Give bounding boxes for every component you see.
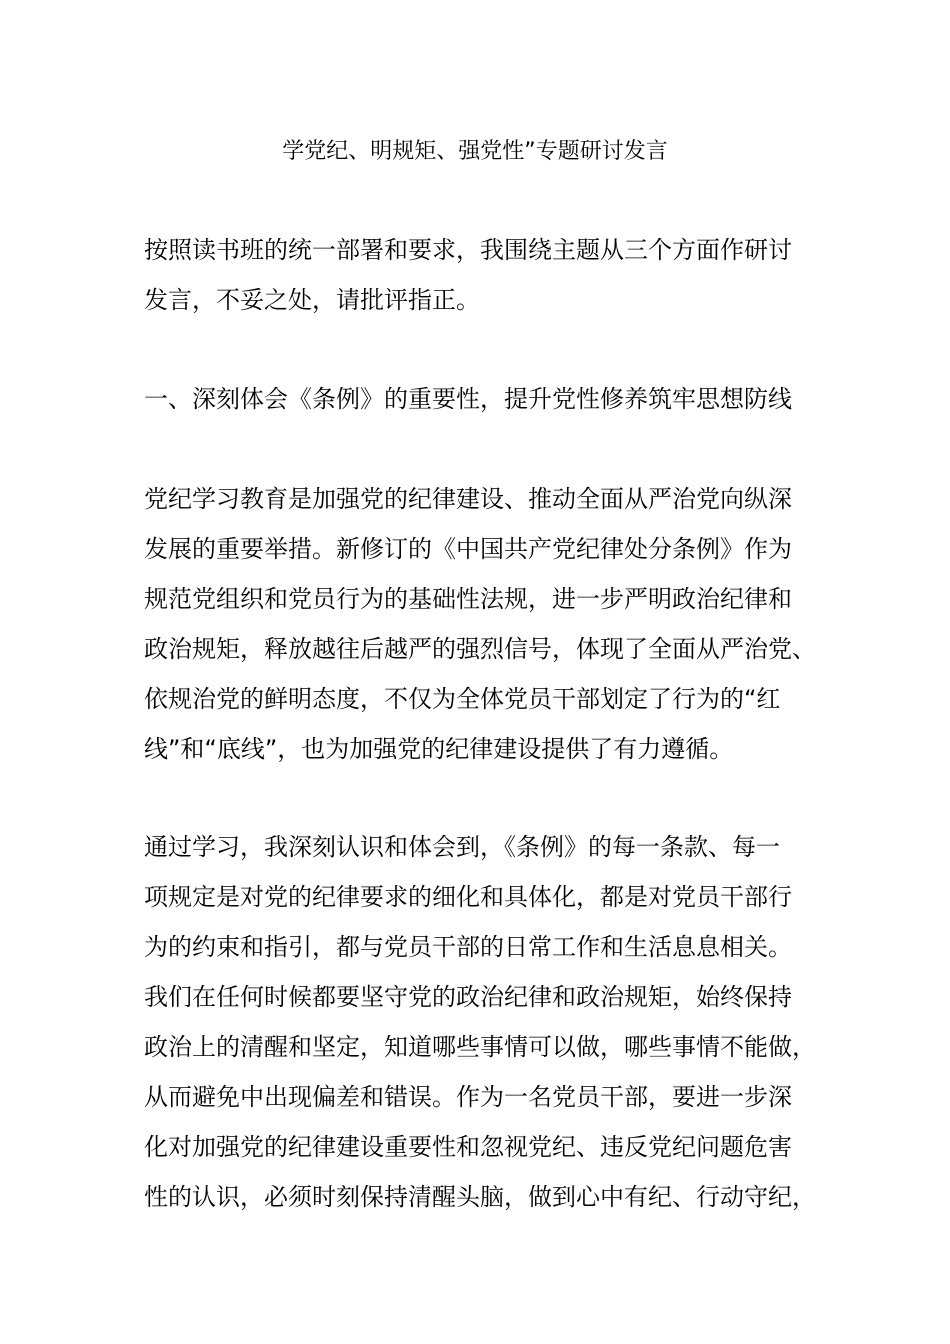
section-heading-1: 一、深刻体会《条例》的重要性，提升党性修养筑牢思想防线: [144, 385, 792, 413]
paragraph-3-line-1: 党纪学习教育是加强党的纪律建设、推动全面从严治党向纵深: [144, 485, 792, 513]
paragraph-4-line-3: 为的约束和指引，都与党员干部的日常工作和生活息息相关。: [144, 933, 792, 961]
paragraph-4-line-4: 我们在任何时候都要坚守党的政治纪律和政治规矩，始终保持: [144, 983, 792, 1011]
paragraph-3-line-2: 发展的重要举措。新修订的《中国共产党纪律处分条例》作为: [144, 535, 792, 563]
paragraph-4-line-2: 项规定是对党的纪律要求的细化和具体化，都是对党员干部行: [144, 883, 792, 911]
page-title: 学党纪、明规矩、强党性”专题研讨发言: [282, 139, 668, 164]
paragraph-3-line-5: 依规治党的鲜明态度，不仅为全体党员干部划定了行为的“红: [144, 685, 781, 713]
paragraph-1-line-1: 按照读书班的统一部署和要求，我围绕主题从三个方面作研讨: [144, 236, 792, 264]
paragraph-4-line-6: 从而避免中出现偏差和错误。作为一名党员干部，要进一步深: [144, 1083, 792, 1111]
paragraph-4-line-7: 化对加强党的纪律建设重要性和忽视党纪、违反党纪问题危害: [144, 1133, 792, 1161]
paragraph-4-line-5: 政治上的清醒和坚定，知道哪些事情可以做，哪些事情不能做，: [144, 1033, 816, 1061]
paragraph-3-line-3: 规范党组织和党员行为的基础性法规，进一步严明政治纪律和: [144, 585, 792, 613]
paragraph-1-line-2: 发言，不妥之处，请批评指正。: [144, 286, 480, 314]
paragraph-3-line-4: 政治规矩，释放越往后越严的强烈信号，体现了全面从严治党、: [144, 635, 816, 663]
paragraph-3-line-6: 线”和“底线”，也为加强党的纪律建设提供了有力遵循。: [144, 735, 734, 763]
paragraph-4-line-1: 通过学习，我深刻认识和体会到，《条例》的每一条款、每一: [144, 833, 780, 861]
paragraph-4-line-8: 性的认识，必须时刻保持清醒头脑，做到心中有纪、行动守纪，: [144, 1183, 816, 1211]
